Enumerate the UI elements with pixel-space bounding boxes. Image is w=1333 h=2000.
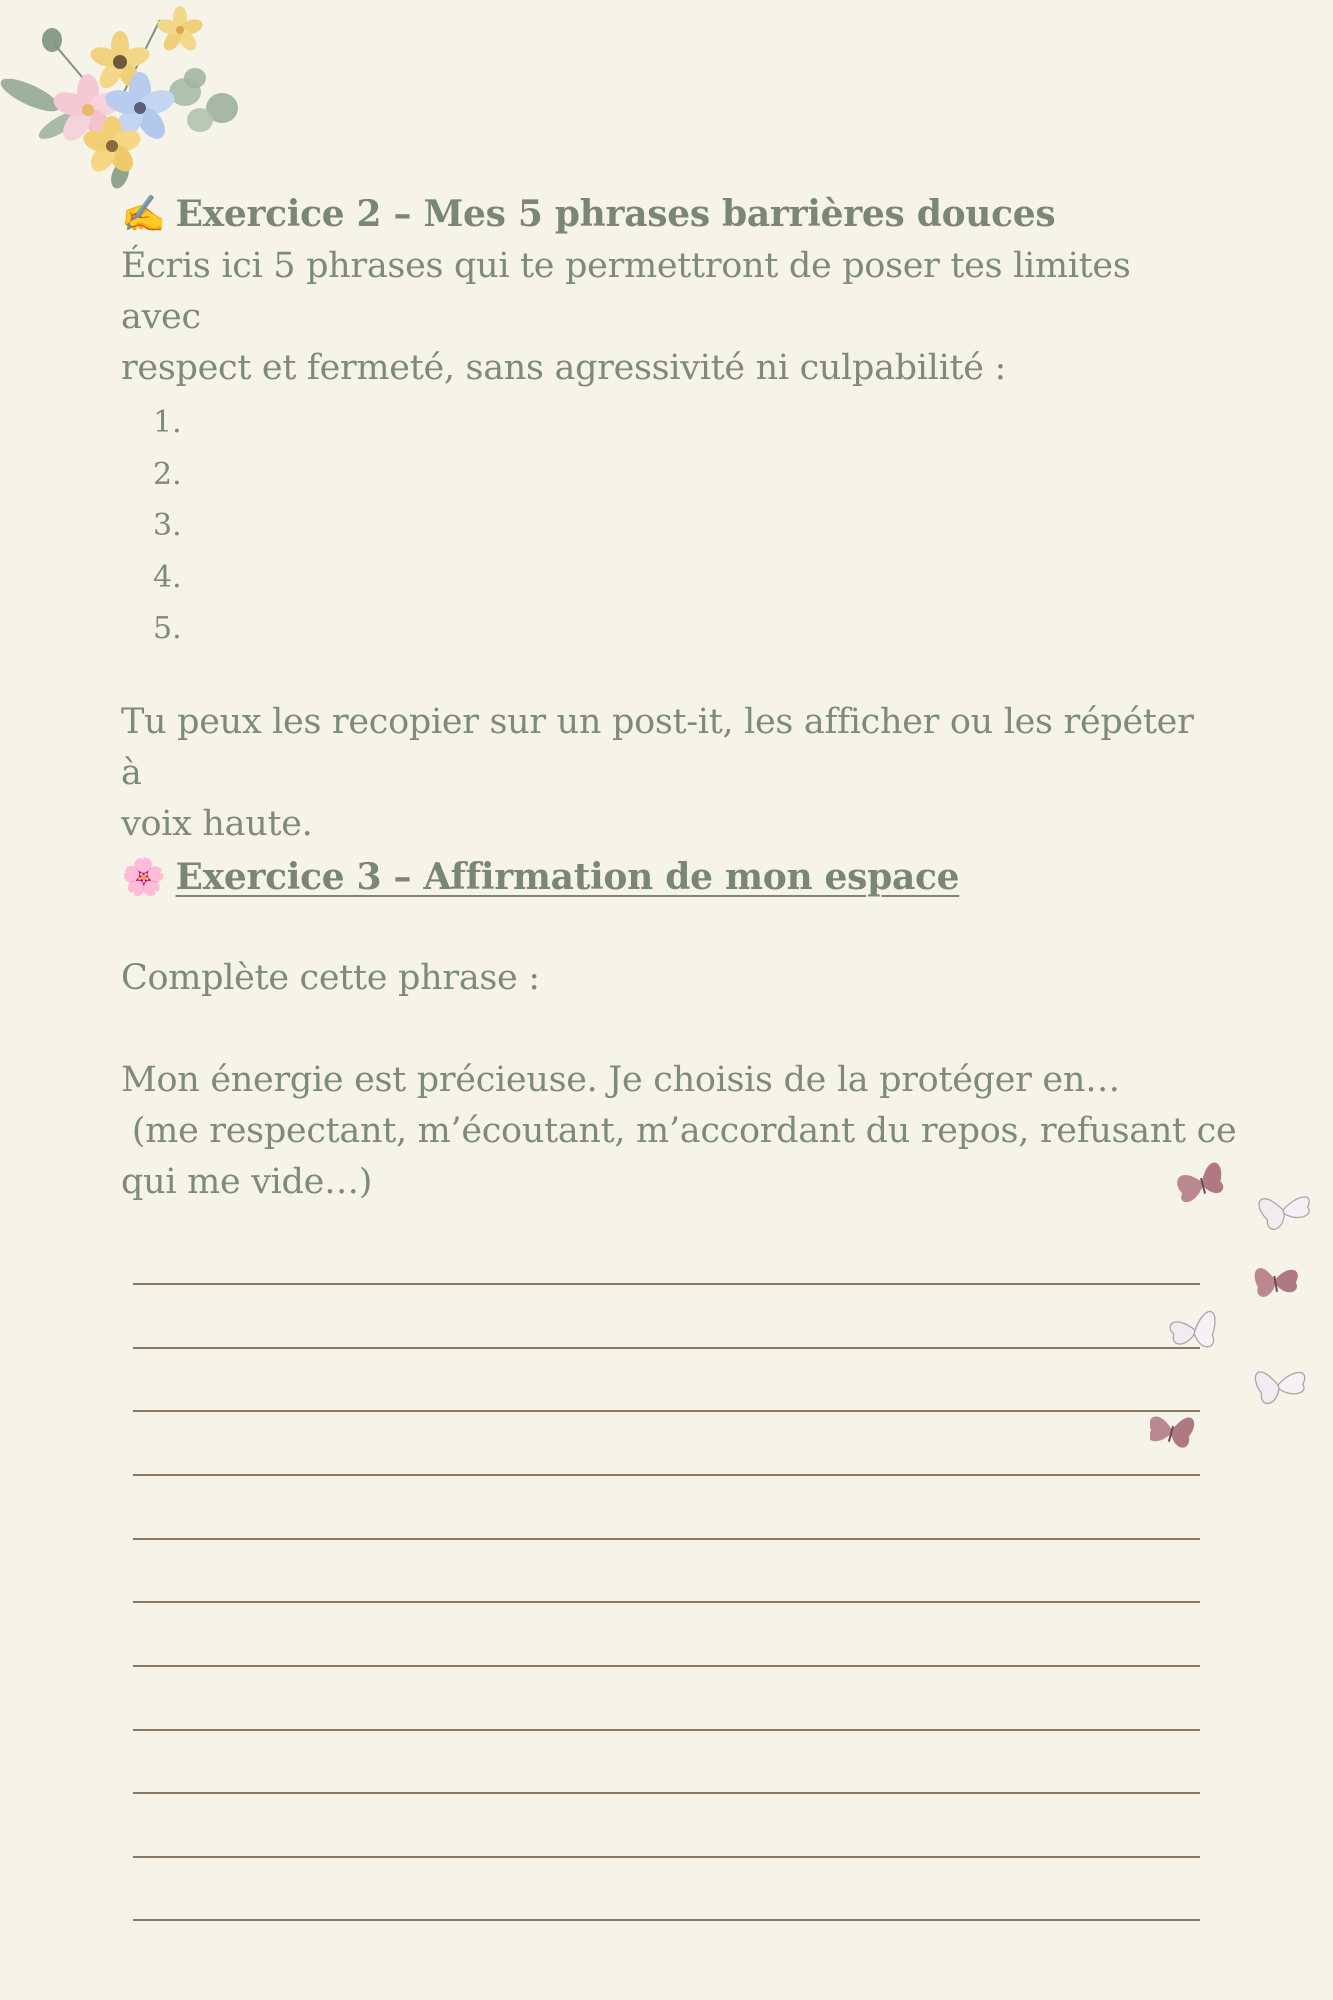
- exercise-2-title-text: Exercice 2 – Mes 5 phrases barrières douces: [175, 193, 1056, 235]
- butterfly-icon: [1150, 1408, 1196, 1450]
- exercise-3-title: [121, 851, 1221, 904]
- list-item: 4.: [153, 559, 182, 595]
- writing-line[interactable]: [133, 1410, 1200, 1412]
- writing-line[interactable]: [133, 1601, 1200, 1603]
- butterfly-icon: [1174, 1161, 1227, 1203]
- writing-line[interactable]: [133, 1665, 1200, 1667]
- butterflies-decoration: [1150, 1140, 1333, 1470]
- writing-line[interactable]: [133, 1792, 1200, 1794]
- writing-line[interactable]: [133, 1856, 1200, 1858]
- sentence-line-1: Mon énergie est précieuse. Je choisis de la protéger en…: [121, 1060, 1120, 1100]
- exercise-3-title-text: Exercice 3 – Affirmation de mon espace: [175, 856, 960, 898]
- writing-line[interactable]: [133, 1347, 1200, 1349]
- sentence-line-2: (me respectant, m’écoutant, m’accordant du repos, refusant ce: [121, 1111, 1237, 1151]
- butterfly-icon: [1253, 1262, 1300, 1298]
- butterfly-icon: [1254, 1361, 1309, 1405]
- writing-hand-icon: ✍️: [121, 194, 166, 235]
- writing-line[interactable]: [133, 1538, 1200, 1540]
- list-item: 3.: [153, 508, 182, 543]
- note-line-1: Tu peux les recopier sur un post-it, les afficher ou les répéter à: [121, 702, 1194, 793]
- floral-bouquet-decoration: [0, 0, 250, 200]
- butterfly-icon: [1257, 1184, 1314, 1232]
- phrases-numbered-list: [153, 397, 182, 655]
- note-line-2: voix haute.: [121, 804, 313, 844]
- butterfly-icon: [1167, 1305, 1218, 1350]
- cherry-blossom-icon: 🌸: [121, 857, 166, 898]
- exercise-2-note: [121, 697, 1221, 850]
- exercise-2-section: [121, 188, 1221, 394]
- exercise-2-intro-line-1: Écris ici 5 phrases qui te permettront de poser tes limites avec: [121, 246, 1131, 337]
- affirmation-sentence: [121, 1055, 1237, 1208]
- writing-line[interactable]: [133, 1919, 1200, 1921]
- prompt-text: Complète cette phrase :: [121, 958, 540, 998]
- exercise-2-title: [121, 188, 1221, 241]
- writing-line[interactable]: [133, 1283, 1200, 1285]
- list-item: 2.: [153, 456, 182, 492]
- exercise-2-intro-line-2: respect et fermeté, sans agressivité ni culpabilité :: [121, 348, 1006, 388]
- sentence-line-3: qui me vide…): [121, 1162, 373, 1202]
- writing-line[interactable]: [133, 1474, 1200, 1476]
- exercise-3-prompt: [121, 953, 1221, 1004]
- list-item: 5.: [153, 611, 182, 646]
- list-item: 1.: [153, 405, 182, 440]
- exercise-3-section: [121, 851, 1221, 904]
- writing-line[interactable]: [133, 1729, 1200, 1731]
